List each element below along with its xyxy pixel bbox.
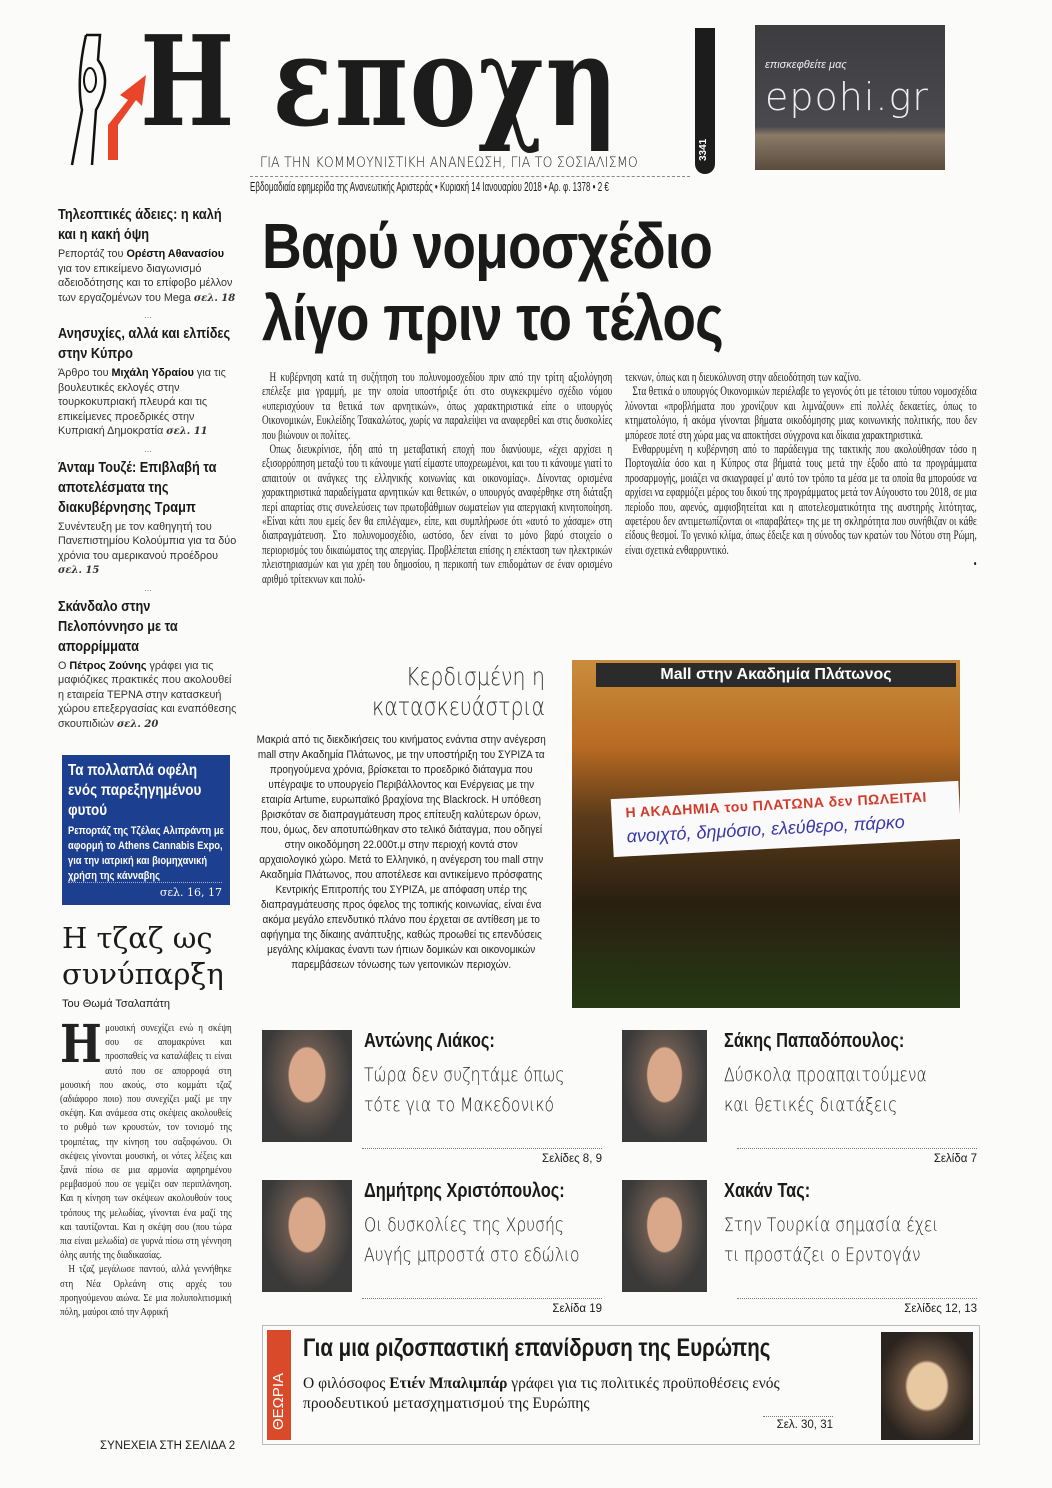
lead-headline[interactable] bbox=[262, 210, 723, 354]
teaser-author: Πέτρος Ζούνης bbox=[69, 659, 147, 672]
portrait-photo bbox=[622, 1030, 707, 1142]
divider bbox=[250, 176, 690, 177]
interview-quote: και θετικές διατάξεις bbox=[724, 1094, 898, 1116]
issue-code: 3341 bbox=[698, 138, 709, 161]
interview-page: Σελίδες 12, 13 bbox=[737, 1298, 977, 1315]
teaser-text: γράφει για τις μαφιόζικες πρακτικές που ακολουθεί η εταιρεία ΤΕΡΝΑ στην κατασκευή χώρου επεξεργασίας και εναπόθεσης σκουπιδιών bbox=[58, 659, 237, 730]
lead-column-1 bbox=[262, 370, 612, 586]
interview-page: Σελίδες 8, 9 bbox=[362, 1148, 602, 1165]
interview-teaser[interactable] bbox=[262, 1030, 602, 1165]
teaser-page: σελ. 20 bbox=[116, 718, 159, 730]
teaser-author: Ορέστη Αθανασίου bbox=[126, 248, 224, 260]
lead-column-2 bbox=[625, 370, 977, 572]
lead-paragraph: Η κυβέρνηση κατά τη συζήτηση του πολυνομοσχεδίου πριν από την τρίτη αξιολόγηση επέλεξε μια γραμμή, με την οποία υποστήριξε ότι στο συγκεκριμένο σχέδιο νόμου «υπερισχύουν τα θετικά των αρνητικών», όπως χαρακτηριστικά είπε ο υπουργός Οικονομικών, Ευκλείδης Τσακαλώτος, χωρίς να παραλείψει να αναφερθεί και στις δυσκολίες που βιώνουν οι πολίτες. bbox=[262, 370, 613, 442]
website-promo[interactable] bbox=[755, 25, 945, 170]
teaser-title: Σκάνδαλο στην Πελοπόννησο με τα απορρίμματα bbox=[58, 597, 178, 655]
end-mark: • bbox=[973, 557, 977, 572]
interview-quote: Δύσκολα προαπαιτούμενα bbox=[724, 1064, 927, 1086]
dateline: Εβδομαδιαία εφημερίδα της Ανανεωτικής Αριστεράς • Κυριακή 14 Ιανουαρίου 2018 • Αρ. φ. 1378 • 2 € bbox=[250, 180, 609, 194]
interview-quote: τότε για το Μακεδονικό bbox=[364, 1094, 554, 1116]
mall-title[interactable]: Κερδισμένη η κατασκευάστρια bbox=[372, 662, 545, 721]
separator: ... bbox=[144, 582, 152, 593]
interviewee-name: Δημήτρης Χριστόπουλος: bbox=[364, 1180, 565, 1202]
theory-author: Ετιέν Μπαλιμπάρ bbox=[389, 1375, 508, 1392]
issue-code-tab bbox=[695, 28, 715, 174]
interviewee-name: Αντώνης Λιάκος: bbox=[364, 1030, 495, 1052]
portrait-photo bbox=[262, 1180, 352, 1292]
feature-box-cannabis[interactable] bbox=[62, 755, 230, 905]
newspaper-title: Η εποχη bbox=[140, 9, 620, 155]
headline-line: λίγο πριν το τέλος bbox=[262, 282, 723, 354]
interviewee-name: Σάκης Παπαδόπουλος: bbox=[724, 1030, 905, 1052]
teaser-title: Άνταμ Τουζέ: Επιβλαβή τα αποτελέσματα της διακυβέρνησης Τραμπ bbox=[58, 458, 217, 516]
lead-paragraph: τεκνων, όπως και η διευκόλυνση στην αδειοδότηση των καζίνο. bbox=[625, 370, 862, 384]
teaser-text: Συνέντευξη με τον καθηγητή του Πανεπιστημίου Κολούμπια για τα δύο χρόνια του αμερικανού προέδρου bbox=[58, 520, 237, 562]
lead-paragraph: Ενθαρρυμένη η κυβέρνηση από το παράδειγμα της τακτικής που ακολούθησαν τόσο η Πορτογαλία όσο και η Κύπρος στα βήματά τους μετά την έξοδο από τα προγράμματα προσαρμογής, μοιάζει να σκιαγραφεί μ' αυτό τον τρόπο τα μέσα με τα οποία θα μπορούσε να αρχίσει να εφαρμόζει μέρος του δικού της προγράμματος μετά τον Αύγουστο του 2018, σε μια περίοδο που, αφενός, αμφισβητείται και η αποτελεσματικότητα της αυστηρής λιτότητας, αφετέρου δεν αντιμετωπίζονται οι «παραβάτες» της με τη σκληρότητα που συνήθιζαν οι κάθε είδους θεσμοί. Το γενικό κλίμα, όπως έδειξε και η σύνοδος των κρατών του Νότου στη Ρώμη, είναι σχετικά ενθαρρυντικό. bbox=[625, 442, 977, 557]
portrait-photo bbox=[881, 1332, 973, 1440]
teaser-title: Ανησυχίες, αλλά και ελπίδες στην Κύπρο bbox=[58, 325, 231, 362]
interview-page: Σελίδα 7 bbox=[737, 1148, 977, 1165]
teaser-author: Μιχάλη Υδραίου bbox=[111, 367, 194, 379]
drop-cap: Η bbox=[60, 1014, 102, 1075]
lead-paragraph: Οπως διευκρίνισε, ήδη από τη μεταβατική εποχή που διανύουμε, «έχει αρχίσει η εξισορρόπηση μεταξύ του τι κάνουμε γιατί είμαστε υποχρεωμένοι, και του τι κάνουμε γιατί το απαιτούν οι ανάγκες της ελληνικής κοινωνίας και οικονομίας». Δίνοντας ορισμένα χαρακτηριστικά παραδείγματα αρνητικών και θετικών, ο υπουργός αναφέρθηκε στη διάταξη περί απαρτίας στις συνελεύσεις των πρωτοβάθμιων σωματείων για απεργιακή κινητοποίηση. «Είναι κάτι που εμείς δεν θα επιλέγαμε», είπε, και συμπλήρωσε ότι «αυτό το χάσαμε» στη διαπραγμάτευση. Στο πολυνομοσχέδιο, ωστόσο, δεν είναι το μόνο βαρύ στοιχείο ο περιορισμός του δικαιώματος της απεργίας. Προβλέπεται επίσης η επέκταση των ηλεκτρικών πλειστηριασμών και για χρέη του δημοσίου, η περικοπή των επιδομάτων σε έναν ορισμένο αριθμό τρίτεκνων και πολύ- bbox=[262, 442, 613, 586]
banner-text: Η ΑΚΑΔΗΜΙΑ του ΠΛΑΤΩΝΑ δεν ΠΩΛΕΙΤΑΙ bbox=[625, 788, 928, 821]
interview-quote: τι προστάζει ο Ερντογάν bbox=[724, 1244, 921, 1266]
jazz-paragraph: μουσική συνεχίζει ενώ η σκέψη σου σε απομακρύνει και προσπαθείς να καταλάβεις τι είναι αυτό που σε απορροφά στη μουσική που ακούς, στο κομμάτι τζαζ (αδιάφορο ποιο) που συνεχίζει μαζί με την σκέψη. Και ανάμεσα στις σκέψεις ακολουθείς το ρυθμό των κρουστών, τον τονισμό της τρομπέτας, την κίνηση του σαξοφώνου. Οι σκέψεις γίνονται μουσική, οι νότες λέξεις και ξανά πίσω σε μια αρμονία αφηρημένου ρεμβασμού που σε γεμίζει σαν περιπλάνηση. Και η κίνηση των σκέψεων ακολουθούν τους τρόπους της μελωδίας, γίνονται ένα μαζί της και ταυτίζονται. Και η σκέψη σου (που τώρα πια είναι μελωδία) σε γυρνά πίσω στη γέννηση όλης αυτής της διαδικασίας. bbox=[60, 1023, 232, 1262]
teaser-page: σελ. 11 bbox=[166, 426, 208, 437]
interview-teaser[interactable] bbox=[622, 1030, 977, 1165]
teaser-title: Τηλεοπτικές άδειες: η καλή και η κακή όψη bbox=[58, 206, 222, 243]
section-tag-label: ΘΕΩΡΙΑ bbox=[270, 1372, 287, 1430]
theory-page: Σελ. 30, 31 bbox=[763, 1416, 833, 1431]
feature-text: Ρεπορτάζ της Τζέλας Αλιπράντη με αφορμή το Athens Cannabis Expo, για την ιατρική και βιομηχανική χρήση της κάνναβης bbox=[68, 825, 224, 882]
interview-quote: Αυγής μπροστά στο εδώλιο bbox=[364, 1244, 580, 1266]
teaser[interactable] bbox=[58, 324, 238, 440]
feature-page: σελ. 16, 17 bbox=[68, 882, 222, 899]
teaser[interactable] bbox=[58, 458, 238, 579]
interview-page: Σελίδα 19 bbox=[362, 1298, 602, 1315]
continued-link[interactable]: ΣΥΝΕΧΕΙΑ ΣΤΗ ΣΕΛΙΔΑ 2 bbox=[100, 1440, 236, 1452]
jazz-body bbox=[60, 1014, 232, 1320]
separator: ... bbox=[144, 310, 152, 320]
interview-quote: Οι δυσκολίες της Χρυσής bbox=[364, 1214, 565, 1236]
teaser-page: σελ. 15 bbox=[58, 565, 100, 576]
teaser-text: Άρθρο του bbox=[58, 367, 112, 379]
interview-quote: Στην Τουρκία σημασία έχει bbox=[724, 1214, 939, 1236]
section-tag bbox=[267, 1330, 291, 1440]
teaser-text: Ρεπορτάζ του bbox=[58, 248, 127, 260]
theory-box[interactable] bbox=[262, 1325, 980, 1445]
portrait-photo bbox=[262, 1030, 352, 1142]
teaser[interactable] bbox=[58, 597, 238, 733]
protest-banner bbox=[611, 781, 960, 857]
theory-text: γράφει για τις πολιτικές προϋποθέσεις ενός προοδευτικού μετασχηματισμού της Ευρώπης bbox=[303, 1375, 780, 1412]
interviewee-name: Χακάν Τας: bbox=[724, 1180, 811, 1202]
photo-caption: Mall στην Ακαδημία Πλάτωνος bbox=[596, 663, 956, 687]
interview-quote: Τώρα δεν συζητάμε όπως bbox=[364, 1064, 565, 1086]
promo-url: epohi.gr bbox=[765, 75, 929, 119]
jazz-paragraph: Η τζαζ μεγάλωσε παντού, αλλά γεννήθηκε στη Νέα Ορλεάνη στις αρχές του προηγούμενου αιώνα. Σε μια πολυπολιτισμική πόλη, μαύροι από την Αφρική bbox=[60, 1264, 232, 1319]
sidebar-teasers bbox=[58, 205, 238, 732]
teaser-page: σελ. 18 bbox=[193, 292, 236, 304]
lead-paragraph: Στα θετικά ο υπουργός Οικονομικών περιέλαβε το γεγονός ότι με τέτοιου τύπου νομοσχέδια λύνονται «προβλήματα που χρονίζουν και λιμνάζουν» επί πολλές δεκαετίες, όπως το κτηματολόγιο, ή ακόμα γίνονται βήματα οικοδόμησης μιας κοινωνικής πολιτικής, που δεν μπόρεσε ποτέ στη χώρα μας να αποκτήσει σύγχρονα και δίκαια χαρακτηριστικά. bbox=[625, 384, 977, 442]
headline-line: Βαρύ νομοσχέδιο bbox=[262, 210, 713, 282]
separator: ... bbox=[144, 443, 152, 454]
theory-text: Ο φιλόσοφος bbox=[303, 1375, 390, 1392]
mall-body: Μακριά από τις διεκδικήσεις του κινήματος ενάντια στην ανέγερση mall στην Ακαδημία Πλάτωνος, με την υποστήριξη του ΣΥΡΙΖΑ τα προηγούμενα χρόνια, βρίσκεται το προεδρικό διάταγμα που υπέγραψε το υπουργείο Περιβάλλοντος και Ενέργειας με την εταιρία Artume, ευρωπαϊκό βραχίονα της Blackrock. Η υπόθεση βρισκόταν σε διαπραγμάτευση προς επίτευξη καλύτερων όρων, που, όμως, δεν αποτυπώθηκαν στο τελικό διάταγμα, που οδηγεί στην οικοδόμηση 22.000τ.μ στην περιοχή κοντά στον αρχαιολογικό χώρο. Μετά το Ελληνικό, η ανέγερση του mall στην Ακαδημία Πλάτωνος, που αποτέλεσε και αντικείμενο πρόσφατης Κεντρικής Επιτροπής του ΣΥΡΙΖΑ, με απόφαση υπέρ της διαπραγμάτευσης προς όφελος της τοπικής κοινωνίας, είναι ένα ακόμα μεγάλο επενδυτικό πλάνο που έρχεται σε αντίθεση με το αφήγημα της δίκαιης ανάπτυξης, καθώς προωθεί τις επενδύσεις μεγάλης κλίμακας έναντι των ήπιων δομικών και οικονομικών παρεμβάσεων τόνωσης των γειτονικών περιοχών. bbox=[256, 734, 546, 971]
teaser-text: Ο bbox=[58, 659, 70, 672]
teaser[interactable] bbox=[58, 205, 238, 306]
interview-teaser[interactable] bbox=[622, 1180, 977, 1315]
logo-pen-icon bbox=[68, 30, 148, 175]
motto: ΓΙΑ ΤΗΝ ΚΟΜΜΟΥΝΙΣΤΙΚΗ ΑΝΑΝΕΩΣΗ, ΓΙΑ ΤΟ ΣΟΣΙΑΛΙΣΜΟ bbox=[260, 155, 638, 171]
banner-text: ανοιχτό, δημόσιο, ελεύθερο, πάρκο bbox=[626, 811, 906, 847]
jazz-byline: Του Θωμά Τσαλαπάτη bbox=[62, 998, 171, 1010]
interview-teaser[interactable] bbox=[262, 1180, 602, 1315]
theory-title: Για μια ριζοσπαστική επανίδρυση της Ευρώπης bbox=[303, 1334, 771, 1362]
jazz-title[interactable]: Η τζαζ ως συνύπαρξη bbox=[62, 921, 224, 991]
feature-title: Τα πολλαπλά οφέλη ενός παρεξηγημένου φυτού bbox=[68, 762, 202, 819]
mall-photo bbox=[572, 660, 960, 1008]
portrait-photo bbox=[622, 1180, 707, 1292]
teaser-text: για τις βουλευτικές εκλογές στην τουρκοκυπριακή πλευρά και τις επικείμενες προεδρικές στην Κυπριακή Δημοκρατία bbox=[58, 367, 226, 437]
promo-tagline: επισκεφθείτε μας bbox=[765, 59, 847, 71]
teaser-text: για τον επικείμενο διαγωνισμό αδειοδότησης και το επίφοβο μέλλον των εργαζομένων του Mega bbox=[58, 262, 233, 304]
